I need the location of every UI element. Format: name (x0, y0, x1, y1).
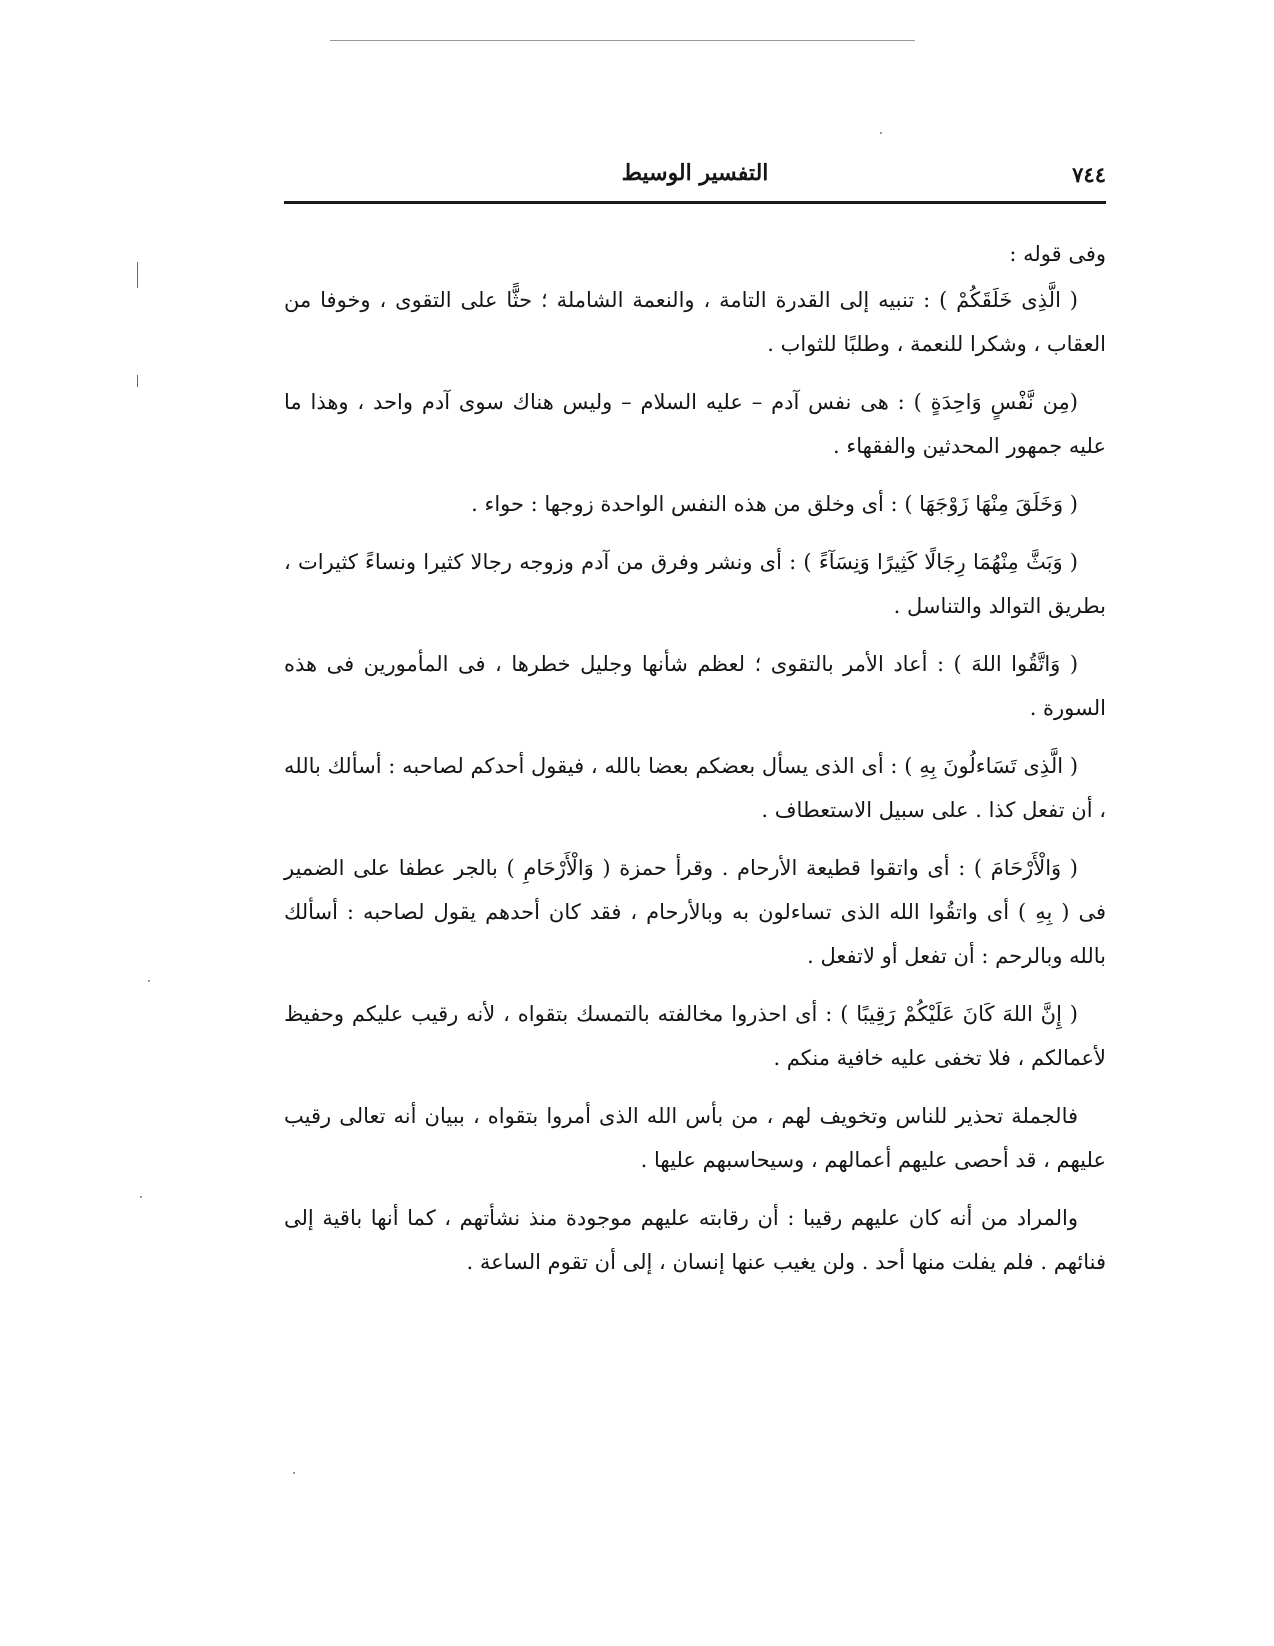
quranic-phrase: ( وَبَثَّ مِنْهُمَا رِجَالًا كَثِيرًا وَنِسَآءً ) (803, 550, 1078, 574)
paragraph-text: فالجملة تحذير للناس وتخويف لهم ، من بأس الله الذى أمروا بتقواه ، ببيان أنه تعالى رقيب عليهم ، قد أحصى عليهم أعمالهم ، وسيحاسبهم عليها . (284, 1104, 1106, 1172)
paragraph-text: وفى قوله : (1009, 242, 1106, 266)
scan-edge-line (330, 40, 915, 41)
quranic-phrase: ( وَاتَّقُوا اللهَ ) (953, 652, 1079, 676)
paragraph-text: : أى وخلق من هذه النفس الواحدة زوجها : حواء . (471, 492, 905, 516)
commentary-paragraph (284, 642, 1106, 730)
scan-speck (140, 1196, 142, 1198)
commentary-paragraph (284, 278, 1106, 366)
quranic-phrase: ( إِنَّ اللهَ كَانَ عَلَيْكُمْ رَقِيبًا ) (840, 1002, 1078, 1026)
quranic-phrase: ( وَالْأَرْحَامَ ) (973, 856, 1078, 880)
quranic-phrase: ( الَّذِى خَلَقَكُمْ ) (939, 288, 1078, 312)
paragraph-text: : تنبيه إلى القدرة التامة ، والنعمة الشاملة ؛ حثًّا على التقوى ، وخوفا من العقاب ، وشكرا للنعمة ، وطلبًا للثواب . (284, 288, 1106, 356)
margin-mark (137, 375, 138, 387)
commentary-paragraph (284, 380, 1106, 468)
commentary-paragraph (284, 744, 1106, 832)
book-title: التفسير الوسيط (621, 160, 769, 186)
quranic-phrase: ( وَخَلَقَ مِنْهَا زَوْجَهَا ) (904, 492, 1078, 516)
intro-paragraph (284, 232, 1106, 276)
scan-speck (148, 980, 150, 982)
scan-speck (293, 1472, 295, 1474)
paragraph-text: : هى نفس آدم – عليه السلام – وليس هناك سوى آدم واحد ، وهذا ما عليه جمهور المحدثين والفقهاء . (284, 390, 1106, 458)
running-header (284, 160, 1106, 202)
quranic-phrase: ( الَّذِى تَسَاءلُونَ بِهِ ) (904, 754, 1079, 778)
paragraph-text: : أى الذى يسأل بعضكم بعضا بالله ، فيقول أحدكم لصاحبه : أسألك بالله ، أن تفعل كذا . على سبيل الاستعطاف . (284, 754, 1106, 822)
page-number: ٧٤٤ (1072, 162, 1106, 187)
header-rule (284, 201, 1106, 204)
paragraph-text: : أى واتقوا قطيعة الأرحام . وقرأ حمزة ( وَالْأَرْحَامِ ) بالجر عطفا على الضمير فى ( بِهِ ) أى واتقُوا الله الذى تساءلون به وبالأرحام ، فقد كان أحدهم يقول لصاحبه : أسألك بالله وبالرحم : أن تفعل أو لاتفعل . (284, 856, 1106, 968)
commentary-paragraph (284, 1196, 1106, 1284)
paragraph-text: : أعاد الأمر بالتقوى ؛ لعظم شأنها وجليل خطرها ، فى المأمورين فى هذه السورة . (284, 652, 1106, 720)
commentary-paragraph (284, 1094, 1106, 1182)
commentary-paragraph (284, 482, 1106, 526)
page-body (284, 232, 1106, 1298)
quranic-phrase: (مِن نَّفْسٍ وَاحِدَةٍ ) (913, 390, 1078, 414)
paragraph-text: والمراد من أنه كان عليهم رقيبا : أن رقابته عليهم موجودة منذ نشأتهم ، كما أنها باقية إلى فنائهم . فلم يفلت منها أحد . ولن يغيب عنها إنسان ، إلى أن تقوم الساعة . (284, 1206, 1106, 1274)
commentary-paragraph (284, 992, 1106, 1080)
scan-speck (880, 132, 882, 134)
paragraph-text: : أى ونشر وفرق من آدم وزوجه رجالا كثيرا ونساءً كثيرات ، بطريق التوالد والتناسل . (284, 550, 1106, 618)
paragraph-text: : أى احذروا مخالفته بالتمسك بتقواه ، لأنه رقيب عليكم وحفيظ لأعمالكم ، فلا تخفى عليه خافية منكم . (284, 1002, 1106, 1070)
commentary-paragraph (284, 846, 1106, 978)
margin-mark (137, 262, 138, 288)
commentary-paragraph (284, 540, 1106, 628)
